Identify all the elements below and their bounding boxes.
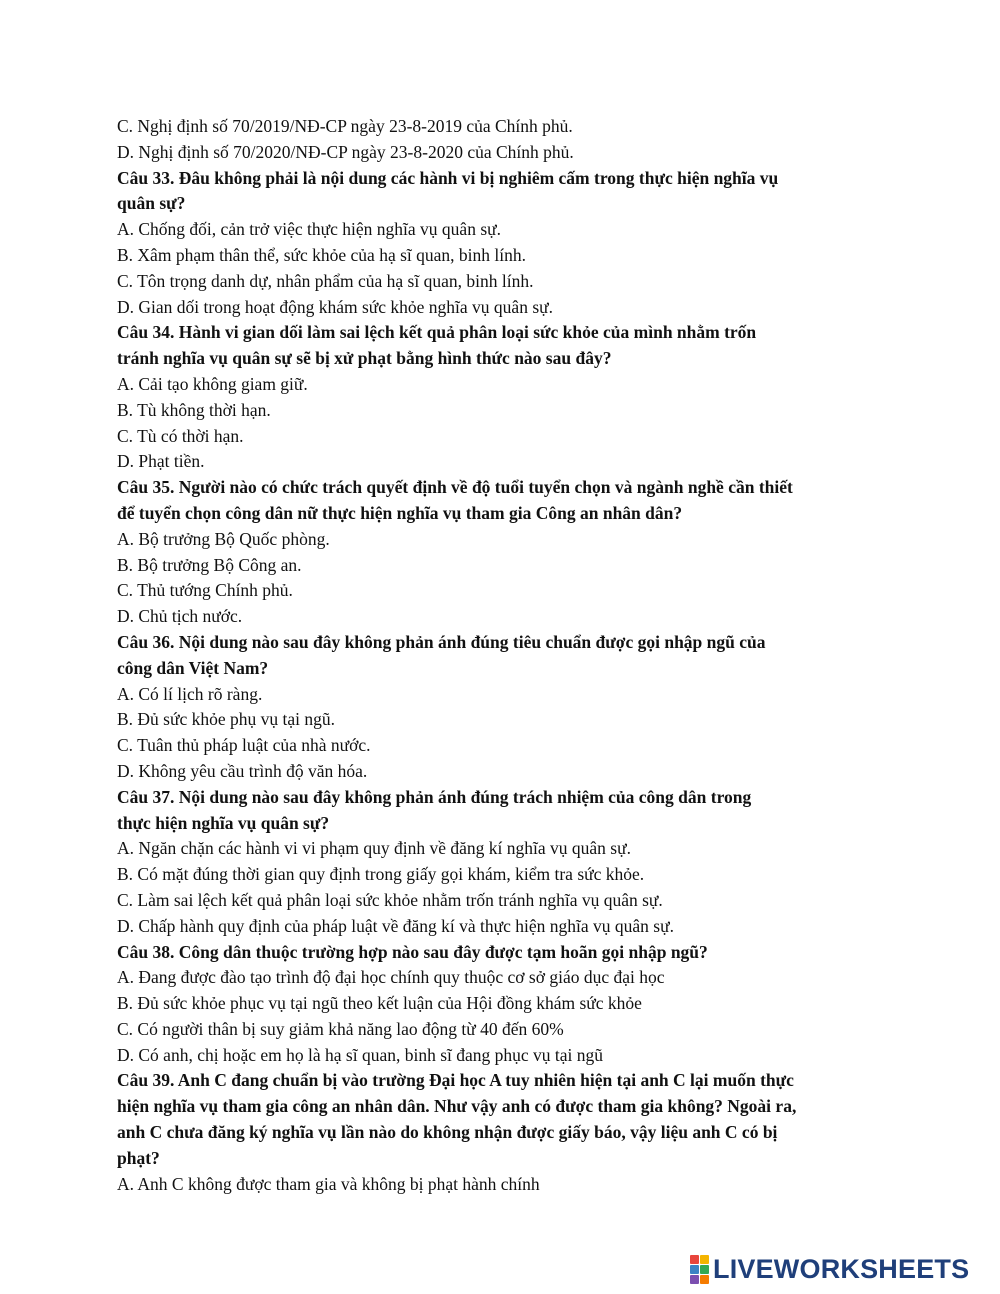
question-text (117, 630, 897, 682)
logo-tile (700, 1255, 709, 1264)
answer-option: B. Có mặt đúng thời gian quy định trong giấy gọi khám, kiểm tra sức khỏe. (117, 864, 645, 885)
answer-option: B. Đủ sức khỏe phụ vụ tại ngũ. (117, 709, 336, 730)
question-line: hiện nghĩa vụ tham gia công an nhân dân. Như vậy anh có được tham gia không? Ngoài ra, (117, 1096, 797, 1117)
answer-option: D. Có anh, chị hoặc em họ là hạ sĩ quan, binh sĩ đang phục vụ tại ngũ (117, 1044, 604, 1065)
logo-tile (690, 1255, 699, 1264)
question-text (117, 785, 897, 837)
answer-option: C. Có người thân bị suy giảm khả năng lao động từ 40 đến 60% (117, 1018, 564, 1039)
answer-option: A. Bộ trưởng Bộ Quốc phòng. (117, 528, 330, 549)
answer-option: A. Có lí lịch rõ ràng. (117, 683, 263, 704)
answer-option: C. Tuân thủ pháp luật của nhà nước. (117, 735, 371, 756)
answer-option: B. Đủ sức khỏe phục vụ tại ngũ theo kết luận của Hội đồng khám sức khỏe (117, 993, 642, 1014)
question-text (117, 166, 897, 218)
answer-option: A. Cải tạo không giam giữ. (117, 373, 308, 394)
question-line: Câu 33. Đâu không phải là nội dung các hành vi bị nghiêm cấm trong thực hiện nghĩa vụ (117, 167, 779, 188)
answer-option: D. Không yêu cầu trình độ văn hóa. (117, 760, 368, 781)
question-line: anh C chưa đăng ký nghĩa vụ lần nào do không nhận được giấy báo, vậy liệu anh C có bị (117, 1122, 778, 1143)
question-line: Câu 37. Nội dung nào sau đây không phản ánh đúng trách nhiệm của công dân trong (117, 786, 752, 807)
answer-option: C. Thủ tướng Chính phủ. (117, 580, 293, 601)
answer-option: D. Chấp hành quy định của pháp luật về đăng kí và thực hiện nghĩa vụ quân sự. (117, 915, 674, 936)
answer-option: D. Nghị định số 70/2020/NĐ-CP ngày 23-8-2020 của Chính phủ. (117, 141, 574, 162)
document-body (117, 114, 897, 1197)
logo-wordmark: LIVEWORKSHEETS (713, 1253, 970, 1284)
question-line: Câu 34. Hành vi gian dối làm sai lệch kết quả phân loại sức khỏe của mình nhằm trốn (117, 322, 757, 343)
answer-option: B. Xâm phạm thân thể, sức khỏe của hạ sĩ quan, binh lính. (117, 244, 526, 265)
answer-option: B. Bộ trưởng Bộ Công an. (117, 554, 302, 575)
answer-option: A. Ngăn chặn các hành vi vi phạm quy định về đăng kí nghĩa vụ quân sự. (117, 838, 631, 859)
answer-option: A. Anh C không được tham gia và không bị phạt hành chính (117, 1173, 540, 1194)
answer-option: D. Chủ tịch nước. (117, 606, 243, 627)
question-line: công dân Việt Nam? (117, 657, 269, 678)
question-line: phạt? (117, 1147, 160, 1168)
answer-option: C. Tôn trọng danh dự, nhân phẩm của hạ sĩ quan, binh lính. (117, 270, 534, 291)
question-line: tránh nghĩa vụ quân sự sẽ bị xử phạt bằng hình thức nào sau đây? (117, 348, 612, 369)
question-text (117, 475, 897, 527)
logo-tile (700, 1265, 709, 1274)
logo-tiles-icon (690, 1255, 709, 1284)
logo-tile (690, 1265, 699, 1274)
answer-option: D. Gian dối trong hoạt động khám sức khỏe nghĩa vụ quân sự. (117, 296, 553, 317)
answer-option: A. Chống đối, cản trở việc thực hiện nghĩa vụ quân sự. (117, 219, 501, 240)
question-line: Câu 35. Người nào có chức trách quyết định về độ tuổi tuyển chọn và ngành nghề cần thiết (117, 477, 793, 498)
question-text (117, 1068, 897, 1171)
question-line: để tuyển chọn công dân nữ thực hiện nghĩa vụ tham gia Công an nhân dân? (117, 502, 683, 523)
liveworksheets-logo (690, 1254, 969, 1284)
answer-option: D. Phạt tiền. (117, 451, 205, 472)
question-line: Câu 36. Nội dung nào sau đây không phản ánh đúng tiêu chuẩn được gọi nhập ngũ của (117, 631, 766, 652)
logo-tile (700, 1275, 709, 1284)
answer-option: C. Làm sai lệch kết quả phân loại sức khỏe nhằm trốn tránh nghĩa vụ quân sự. (117, 889, 663, 910)
answer-option: C. Tù có thời hạn. (117, 425, 244, 446)
question-text (117, 940, 897, 966)
question-line: Câu 39. Anh C đang chuẩn bị vào trường Đại học A tuy nhiên hiện tại anh C lại muốn thực (117, 1070, 794, 1091)
question-line: thực hiện nghĩa vụ quân sự? (117, 812, 330, 833)
question-text (117, 320, 897, 372)
answer-option: B. Tù không thời hạn. (117, 399, 271, 420)
question-line: quân sự? (117, 193, 186, 214)
answer-option: C. Nghị định số 70/2019/NĐ-CP ngày 23-8-2019 của Chính phủ. (117, 116, 573, 136)
answer-option: A. Đang được đào tạo trình độ đại học chính quy thuộc cơ sở giáo dục đại học (117, 967, 665, 988)
question-line: Câu 38. Công dân thuộc trường hợp nào sau đây được tạm hoãn gọi nhập ngũ? (117, 941, 708, 962)
logo-tile (690, 1275, 699, 1284)
